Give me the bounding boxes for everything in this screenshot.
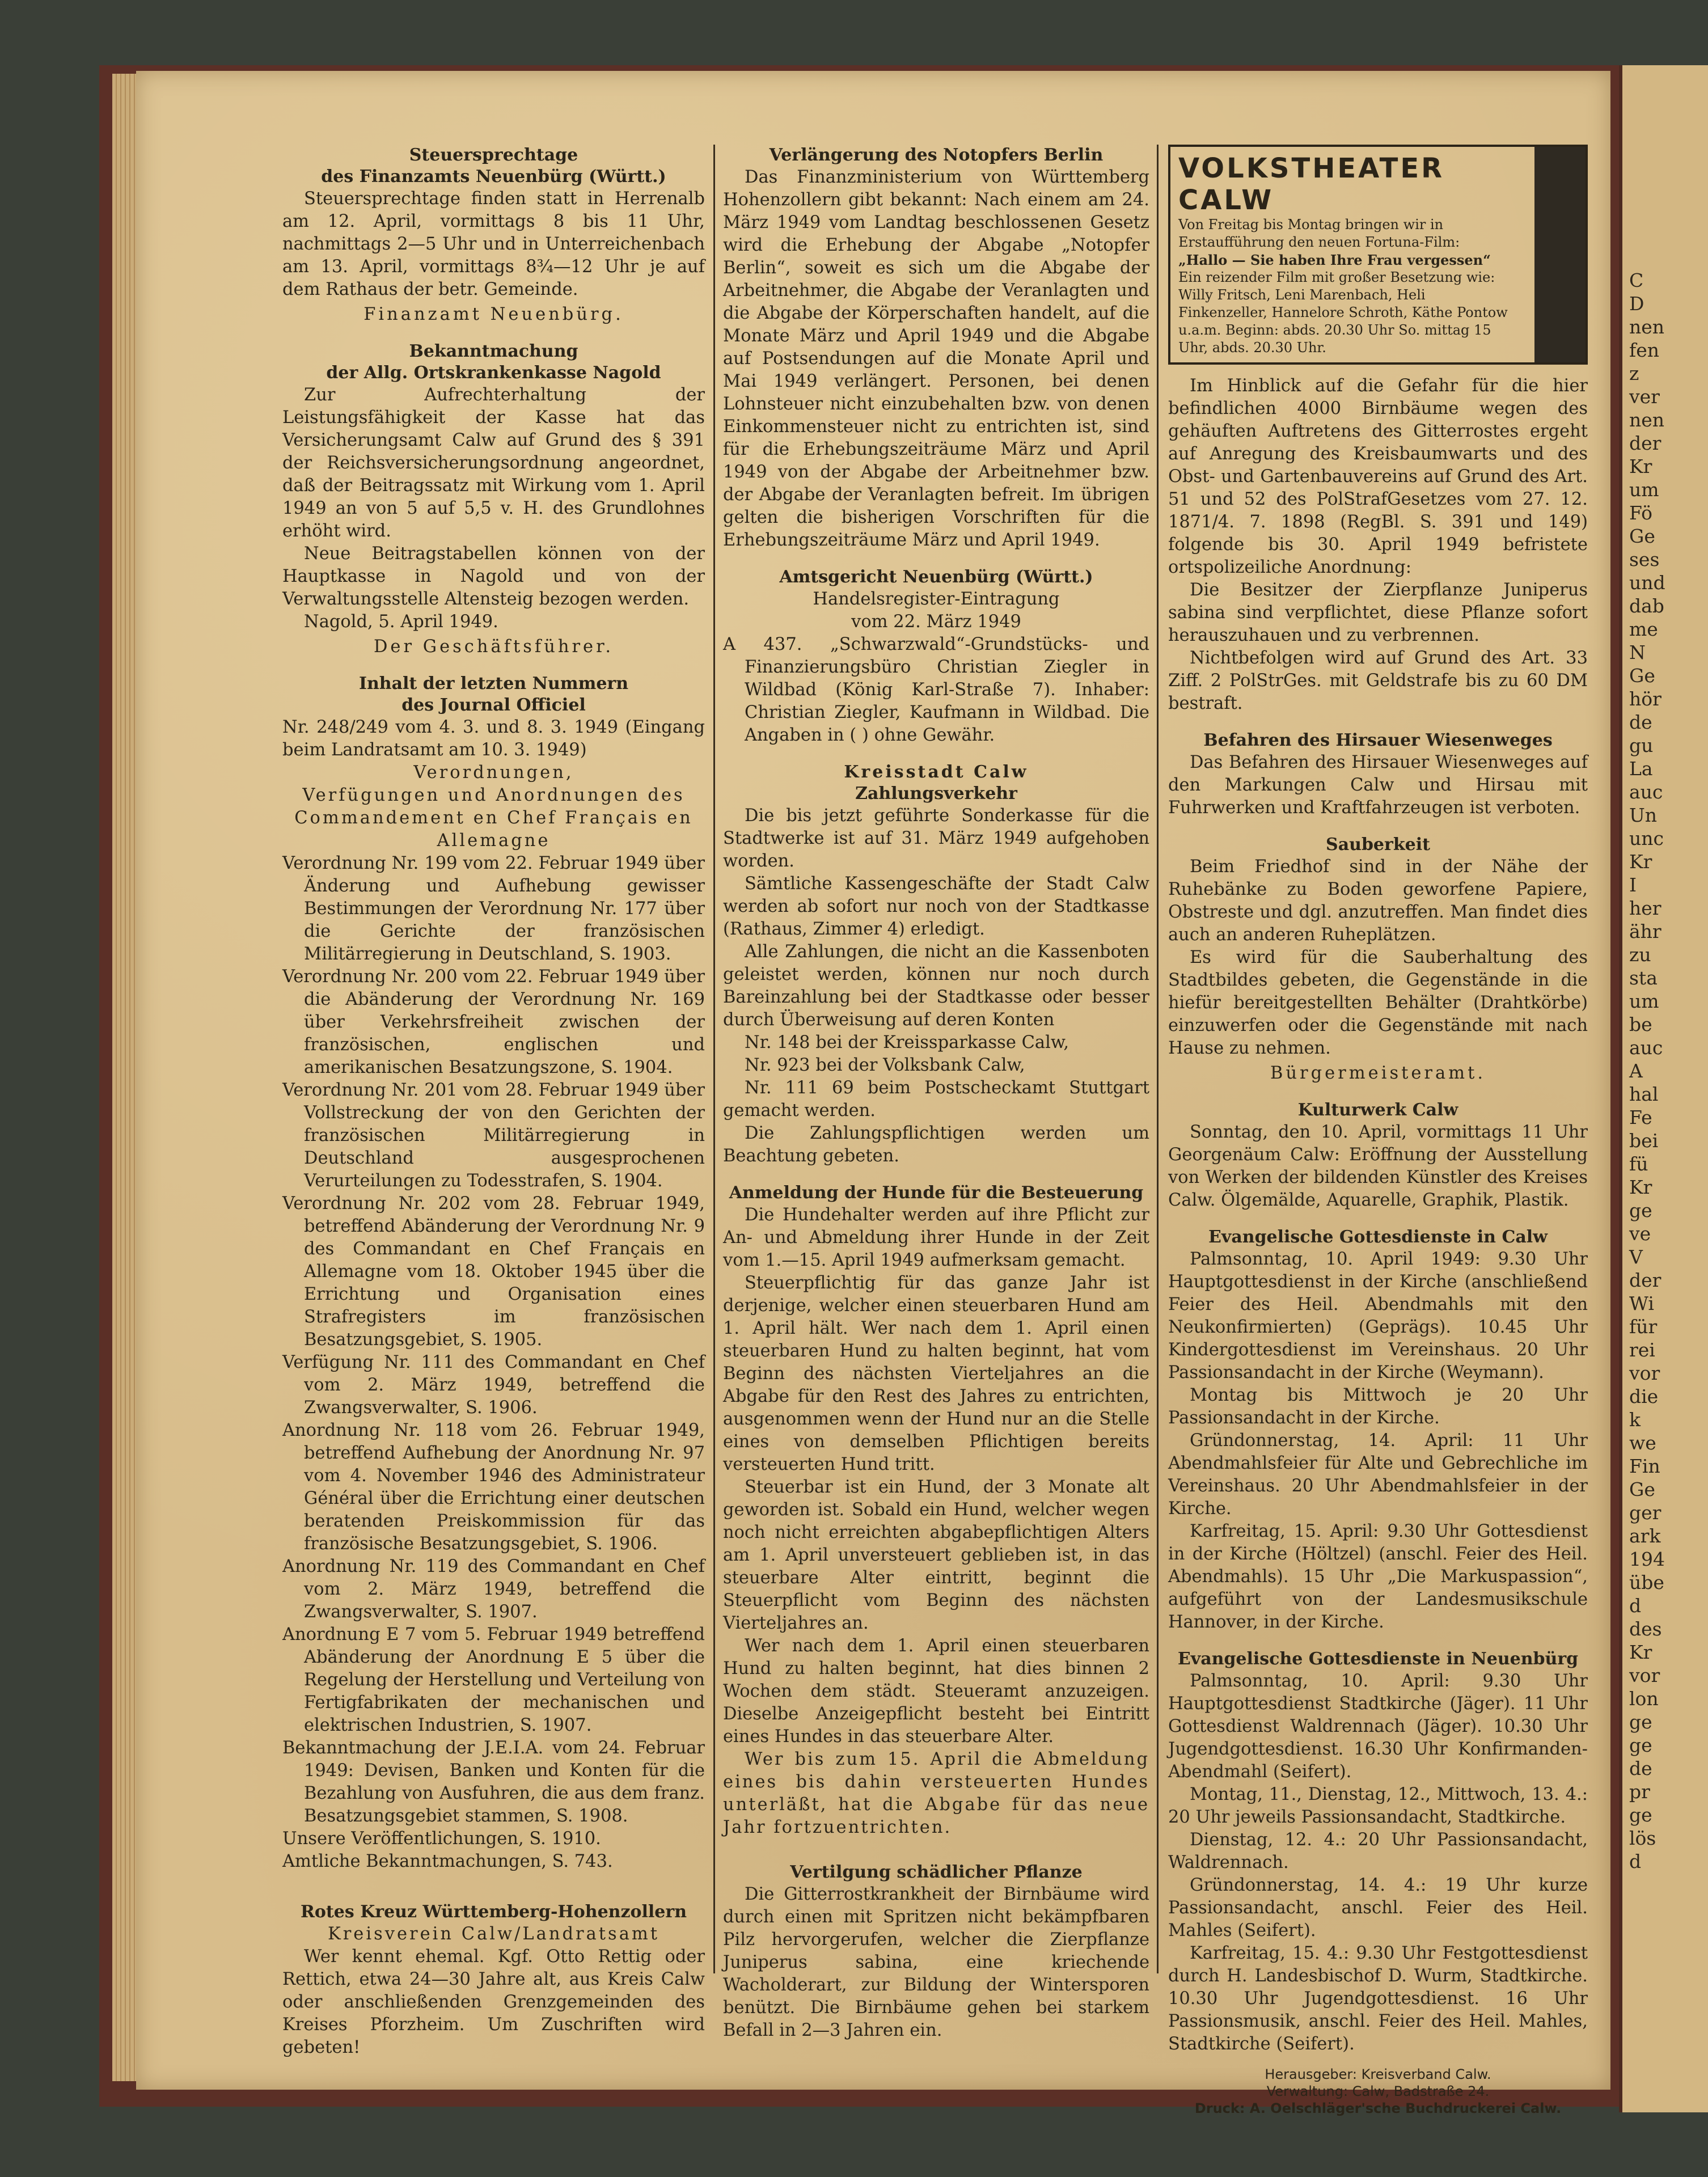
next-page-word: lös: [1629, 1827, 1656, 1849]
aok-paragraph-1: Zur Aufrechterhaltung der Leistungsfähigkeit der Kasse hat das Versicherungsamt Calw auf Grund des § 391 der Reichsversicherungsordnung angeordnet, daß der Beitragssatz mit Wirkung vom 1. April 1949 an von 5 auf 5,5 v. H. des Grundlohnes erhöht wird.: [282, 385, 705, 541]
volkstheater-ad: [1168, 145, 1588, 365]
next-page-word: für: [1629, 1316, 1658, 1338]
column-3: [1168, 145, 1588, 2117]
steuer-text: Steuersprechtage finden statt in Herrenalb am 12. April, vormittags 8 bis 11 Uhr, nachmittags 2—5 Uhr und in Unterreichenbach am 13. April, vormittags 8¾—12 Uhr je auf dem Rathaus der betr. Gemeinde.: [282, 189, 705, 299]
next-page-word: N: [1629, 641, 1646, 663]
next-page-word: ses: [1629, 548, 1660, 570]
ad-title: VOLKSTHEATER CALW: [1178, 153, 1445, 216]
next-page-word: I: [1629, 874, 1637, 896]
hunde-paragraph-2: Steuerpflichtig für das ganze Jahr ist derjenige, welcher einen steuerbaren Hund am 1. April hält. Wer nach dem 1. April einen steuerbaren Hund zu halten beginnt, hat vom Beginn des nächsten Vierteljahres an die Abgabe für den Rest des Jahres zu entrichten, ausgenommen wenn der Hund nur an die Stelle eines von demselben Pflichtigen bereits versteuerten Hund tritt.: [723, 1273, 1149, 1474]
rotes-kreuz-text: Wer kennt ehemal. Kgf. Otto Rettig oder Rettich, etwa 24—30 Jahre alt, aus Kreis Calw oder anschließenden Grenzgemeinden des Kreises Pforzheim. Um Zuschriften wird gebeten!: [282, 1947, 705, 2057]
neuenbuerg-paragraph-3: Dienstag, 12. 4.: 20 Uhr Passionsandacht, Waldrennach.: [1168, 1830, 1588, 1872]
notopfer-text: Das Finanzministerium von Württemberg Hohenzollern gibt bekannt: Nach einem am 24. März 1949 vom Landtag beschlossenen Gesetz wird die Erhebung der Abgabe „Notopfer Berlin“, soweit es sich um die Abgabe der Arbeitnehmer, die Abgabe der Veranlagten und die Abgabe der Körperschaften handelt, auf die Monate März und April 1949 und die Abgabe auf Postsendungen auf die Monate April und Mai 1949 verlängert. Personen, bei denen Lohnsteuer nicht einzubehalten bzw. von denen Einkommensteuer nicht zu entrichten ist, sind für die Erhebungszeiträume März und April 1949 von der Abgabe der Arbeitnehmer bzw. der Abgabe der Veranlagten befreit. Im übrigen gelten die bisherigen Vorschriften für die Erhebungszeiträume März und April 1949.: [723, 167, 1149, 550]
journal-item: Amtliche Bekanntmachungen, S. 743.: [282, 1851, 613, 1871]
aok-signature: Der Geschäftsführer.: [373, 637, 614, 657]
next-page-word: ge: [1629, 1804, 1652, 1826]
wiesenweg-text: Das Befahren des Hirsauer Wiesenweges auf den Markungen Calw und Hirsau mit Fuhrwerken und Kraftfahrzeugen ist verboten.: [1168, 753, 1588, 818]
next-page-word: 194: [1629, 1548, 1665, 1570]
imprint-administration: Verwaltung: Calw, Badstraße 24.: [1266, 2083, 1490, 2099]
subheading-ortskrankenkasse: der Allg. Ortskrankenkasse Nagold: [326, 363, 661, 383]
ad-film-title: „Hallo — Sie haben Ihre Frau vergessen“: [1178, 252, 1491, 268]
next-page-word: Fin: [1629, 1455, 1660, 1477]
next-page-word: der: [1629, 432, 1662, 454]
next-page-word: V: [1629, 1246, 1643, 1268]
heading-kulturwerk: Kulturwerk Calw: [1297, 1100, 1458, 1120]
next-page-word: C: [1629, 269, 1644, 291]
column-2: [723, 145, 1149, 2042]
birnbaum-paragraph-2: Die Besitzer der Zierpflanze Juniperus sabina sind verpflichtet, diese Pflanze sofort herauszuhauen und zu verbrennen.: [1168, 580, 1588, 645]
next-page-word: de: [1629, 711, 1652, 733]
kasse-paragraph-1: Die bis jetzt geführte Sonderkasse für die Stadtwerke ist auf 31. März 1949 aufgehoben worden.: [723, 806, 1149, 871]
next-page-word: ge: [1629, 1199, 1652, 1221]
kasse-account-3: Nr. 111 69 beim Postscheckamt Stuttgart gemacht werden.: [723, 1078, 1149, 1121]
next-page-word: rei: [1629, 1339, 1655, 1361]
kasse-paragraph-4: Die Zahlungspflichtigen werden um Beachtung gebeten.: [723, 1123, 1149, 1166]
imprint: [1168, 2066, 1588, 2117]
ad-line-1: Von Freitag bis Montag bringen wir in Erstaufführung den neuen Fortuna-Film:: [1178, 217, 1460, 250]
kasse-account-2: Nr. 923 bei der Volksbank Calw,: [745, 1055, 1025, 1075]
heading-rotes-kreuz: Rotes Kreuz Württemberg-Hohenzollern: [300, 1902, 687, 1922]
amtsgericht-sub-1: Handelsregister-Eintragung: [813, 589, 1060, 609]
next-page-word: ge: [1629, 1734, 1652, 1756]
subheading-journal: des Journal Officiel: [401, 695, 586, 715]
journal-item: Verordnung Nr. 199 vom 22. Februar 1949 über Änderung und Aufhebung gewisser Bestimmungen der Verordnung Nr. 177 über die Gerichte der französischen Militärregierung in Deutschland, S. 1903.: [282, 853, 705, 964]
journal-item: Verordnung Nr. 202 vom 28. Februar 1949, betreffend Abänderung der Verordnung Nr. 9 des Commandant en Chef Français en Allemagne vom 18. Oktober 1945 über die Errichtung und Organisation eines Strafregisters im französischen Besatzungsgebiet, S. 1905.: [282, 1194, 705, 1350]
next-page-word: vor: [1629, 1664, 1660, 1686]
calw-paragraph-3: Gründonnerstag, 14. April: 11 Uhr Abendmahlsfeier für Alte und Gebrechliche im Vereinshaus. 20 Uhr Abendmahlsfeier in der Kirche.: [1168, 1431, 1588, 1519]
ad-black-bar: [1534, 147, 1586, 362]
next-page-word: unc: [1629, 827, 1664, 849]
next-page-word: La: [1629, 758, 1653, 780]
journal-item: Verordnung Nr. 200 vom 22. Februar 1949 über die Abänderung der Verordnung Nr. 169 über Verkehrsfreiheit zwischen der französischen, englischen und amerikanischen Besatzungszone, S. 1904.: [282, 967, 705, 1077]
next-page-word: Kr: [1629, 851, 1652, 873]
kasse-paragraph-3: Alle Zahlungen, die nicht an die Kassenboten geleistet werden, können nur noch durch Bareinzahlung bei der Stadtkasse oder besser durch Überweisung auf deren Konten: [723, 942, 1149, 1030]
amtsgericht-text: A 437. „Schwarzwald“-Grundstücks- und Finanzierungsbüro Christian Ziegler in Wildbad (König Karl-Straße 7). Inhaber: Christian Ziegler, Kaufmann in Wildbad. Die Angaben in ( ) ohne Gewähr.: [723, 635, 1149, 745]
steuer-signature: Finanzamt Neuenbürg.: [363, 305, 624, 324]
ad-line-3: Ein reizender Film mit großer Besetzung wie: Willy Fritsch, Leni Marenbach, Heli Finkenzeller, Hannelore Schroth, Käthe Pontow u.a.m. Beginn: abds. 20.30 Uhr So. mittag 15 Uhr, abds. 20.30 Uhr.: [1178, 269, 1508, 356]
next-page-word: Ge: [1629, 665, 1655, 687]
journal-item: Anordnung Nr. 119 des Commandant en Chef vom 2. März 1949, betreffend die Zwangsverwalter, S. 1907.: [282, 1557, 705, 1622]
next-page-word: gu: [1629, 734, 1654, 756]
journal-sub-1: Verordnungen,: [413, 763, 574, 783]
neuenbuerg-paragraph-5: Karfreitag, 15. 4.: 9.30 Uhr Festgottesdienst durch H. Landesbischof D. Wurm, Stadtkirche. 10.30 Uhr Jugendgottesdienst. 16 Uhr Passionsmusik, anschl. Feier des Heil. Mahles, Stadtkirche (Seifert).: [1168, 1943, 1588, 2054]
next-page-word: d: [1629, 1850, 1642, 1872]
pflanze-text: Die Gitterrostkrankheit der Birnbäume wird durch einen mit Spritzen nicht bekämpfbaren Pilz hervorgerufen, welcher die Zierpflanze Juniperus sabina, eine kriechende Wacholderart, zur Bildung der Wintersporen benützt. Die Birnbäume gehen bei starkem Befall in 2—3 Jahren ein.: [723, 1884, 1149, 2040]
kulturwerk-text: Sonntag, den 10. April, vormittags 11 Uhr Georgenäum Calw: Eröffnung der Ausstellung von Werken der bildenden Künstler des Kreises Calw. Ölgemälde, Aquarelle, Graphik, Plastik.: [1168, 1122, 1588, 1210]
next-page-word: der: [1629, 1269, 1662, 1291]
next-page-word: ger: [1629, 1502, 1662, 1524]
journal-item: Bekanntmachung der J.E.I.A. vom 24. Februar 1949: Devisen, Banken und Konten für die Bezahlung von Ausfuhren, die aus dem franz. Besatzungsgebiet stammen, S. 1908.: [282, 1738, 705, 1826]
kasse-account-1: Nr. 148 bei der Kreissparkasse Calw,: [745, 1033, 1069, 1052]
calw-paragraph-2: Montag bis Mittwoch je 20 Uhr Passionsandacht in der Kirche.: [1168, 1385, 1588, 1428]
next-page-word: übe: [1629, 1571, 1664, 1593]
next-page-word: bei: [1629, 1130, 1659, 1152]
neuenbuerg-paragraph-4: Gründonnerstag, 14. 4.: 19 Uhr kurze Passionsandacht, anschl. Feier des Heil. Mahles (Seifert).: [1168, 1875, 1588, 1941]
subheading-zahlungsverkehr: Zahlungsverkehr: [855, 784, 1017, 804]
calw-paragraph-1: Palmsonntag, 10. April 1949: 9.30 Uhr Hauptgottesdienst in der Kirche (anschließend Feier des Heil. Abendmahls mit den Neukonfirmierten) (Geprägs). 10.45 Uhr Kindergottesdienst im Vereinshaus. 20 Uhr Passionsandacht in der Kirche (Weymann).: [1168, 1249, 1588, 1383]
kasse-paragraph-2: Sämtliche Kassengeschäfte der Stadt Calw werden ab sofort nur noch von der Stadtkasse (Rathaus, Zimmer 4) erledigt.: [723, 874, 1149, 939]
next-page-word: ark: [1629, 1525, 1661, 1547]
heading-steuersprechtage: Steuersprechtage: [409, 145, 578, 165]
next-page-word: Fö: [1629, 502, 1652, 524]
next-page-word: fen: [1629, 339, 1659, 361]
next-page-word: ver: [1629, 386, 1660, 408]
column-rule-1: [713, 145, 715, 1973]
amtsgericht-sub-2: vom 22. März 1949: [851, 612, 1021, 632]
column-1: [282, 145, 705, 2059]
heading-hunde: Anmeldung der Hunde für die Besteuerung: [729, 1183, 1144, 1203]
next-page-word: des: [1629, 1618, 1662, 1640]
heading-kreisstadt: Kreisstadt Calw: [844, 762, 1029, 782]
next-page-word: Kr: [1629, 1641, 1652, 1663]
sauberkeit-paragraph-1: Beim Friedhof sind in der Nähe der Ruhebänke zu Boden geworfene Papiere, Obstreste und dgl. anzutreffen. Man findet dies auch an anderen Ruheplätzen.: [1168, 857, 1588, 945]
next-page-word: Ge: [1629, 1478, 1655, 1500]
next-page-word: be: [1629, 1013, 1652, 1035]
next-page-word: Fe: [1629, 1106, 1652, 1128]
hunde-paragraph-1: Die Hundehalter werden auf ihre Pflicht zur An- und Abmeldung ihrer Hunde in der Zeit vom 1.—15. April 1949 aufmerksam gemacht.: [723, 1205, 1149, 1270]
next-page-word: her: [1629, 897, 1662, 919]
next-page-word: hör: [1629, 688, 1662, 710]
aok-paragraph-2: Neue Beitragstabellen können von der Hauptkasse in Nagold und von der Verwaltungsstelle Altensteig bezogen werden.: [282, 544, 705, 609]
next-page-word: ähr: [1629, 920, 1662, 942]
next-page-word: fü: [1629, 1153, 1648, 1175]
next-page-word: D: [1629, 293, 1644, 315]
aok-date: Nagold, 5. April 1949.: [304, 612, 498, 632]
heading-bekanntmachung: Bekanntmachung: [409, 341, 578, 361]
next-page-word: um: [1629, 479, 1659, 501]
next-page-fragment: [1619, 65, 1708, 2112]
hunde-paragraph-5: Wer bis zum 15. April die Abmeldung eines bis dahin versteuerten Hundes unterläßt, hat die Abgabe für das neue Jahr fortzuentrichten.: [723, 1749, 1149, 1837]
journal-sub-2: Verfügungen und Anordnungen des Commandement en Chef Français en Allemagne: [294, 785, 693, 851]
next-page-word: ge: [1629, 1711, 1652, 1733]
calw-paragraph-4: Karfreitag, 15. April: 9.30 Uhr Gottesdienst in der Kirche (Höltzel) (anschl. Feier des Heil. Abendmahls). 15 Uhr „Die Markuspassion“, aufgeführt von der Landesmusikschule Hannover, in der Kirche.: [1168, 1521, 1588, 1632]
next-page-word: um: [1629, 990, 1659, 1012]
neuenbuerg-paragraph-1: Palmsonntag, 10. April: 9.30 Uhr Hauptgottesdienst Stadtkirche (Jäger). 11 Uhr Gottesdienst Waldrennach (Jäger). 10.30 Uhr Jugendgottesdienst. 16.30 Uhr Konfirmanden-Abendmahl (Seifert).: [1168, 1671, 1588, 1782]
next-page-word: die: [1629, 1385, 1659, 1407]
hunde-paragraph-3: Steuerbar ist ein Hund, der 3 Monate alt geworden ist. Sobald ein Hund, welcher wegen noch nicht erreichten abgabepflichtigen Alters am 1. April unversteuert geblieben ist, in das steuerbare Alter eintritt, beginnt die Steuerpflicht vom Beginn des nächsten Vierteljahres an.: [723, 1477, 1149, 1633]
next-page-word: de: [1629, 1757, 1652, 1779]
next-page-word: Kr: [1629, 455, 1652, 477]
next-page-word: d: [1629, 1595, 1642, 1617]
next-page-word: und: [1629, 572, 1665, 594]
next-page-word: lon: [1629, 1688, 1659, 1710]
next-page-word: Ge: [1629, 525, 1655, 547]
heading-gottesdienste-calw: Evangelische Gottesdienste in Calw: [1208, 1227, 1548, 1247]
column-rule-2: [1157, 145, 1159, 1973]
subheading-finanzamt: des Finanzamts Neuenbürg (Württ.): [321, 167, 666, 187]
next-page-word: auc: [1629, 1037, 1663, 1059]
next-page-word: we: [1629, 1432, 1656, 1454]
next-page-word: sta: [1629, 967, 1658, 989]
next-page-word: dab: [1629, 595, 1664, 617]
next-page-word: hal: [1629, 1083, 1659, 1105]
sauberkeit-signature: Bürgermeisteramt.: [1270, 1063, 1486, 1083]
journal-item: Verfügung Nr. 111 des Commandant en Chef vom 2. März 1949, betreffend die Zwangsverwalter, S. 1906.: [282, 1352, 705, 1418]
journal-item: Verordnung Nr. 201 vom 28. Februar 1949 über Vollstreckung der von den Gerichten der französischen Militärregierung in Deutschland ausgesprochenen Verurteilungen zu Todesstrafen, S. 1904.: [282, 1080, 705, 1191]
next-page-word: auc: [1629, 781, 1663, 803]
next-page-word: me: [1629, 618, 1658, 640]
heading-wiesenweg: Befahren des Hirsauer Wiesenweges: [1203, 730, 1553, 750]
next-page-word: ve: [1629, 1223, 1651, 1245]
imprint-printer: Druck: A. Oelschläger'sche Buchdruckerei Calw.: [1194, 2100, 1562, 2116]
birnbaum-paragraph-3: Nichtbefolgen wird auf Grund des Art. 33 Ziff. 2 PolStrGes. mit Geldstrafe bis zu 60 DM bestraft.: [1168, 648, 1588, 713]
next-page-word: Kr: [1629, 1176, 1652, 1198]
next-page-word: Un: [1629, 804, 1658, 826]
journal-item: Anordnung E 7 vom 5. Februar 1949 betreffend Abänderung der Anordnung E 5 über die Regelung der Herstellung und Verteilung von Fertigfabrikaten der mechanischen und elektrischen Industrien, S. 1907.: [282, 1625, 705, 1735]
heading-inhalt: Inhalt der letzten Nummern: [358, 674, 629, 694]
neuenbuerg-paragraph-2: Montag, 11., Dienstag, 12., Mittwoch, 13. 4.: 20 Uhr jeweils Passionsandacht, Stadtkirche.: [1168, 1785, 1588, 1827]
next-page-word: vor: [1629, 1362, 1660, 1384]
heading-amtsgericht: Amtsgericht Neuenbürg (Württ.): [779, 567, 1093, 587]
imprint-publisher: Herausgeber: Kreisverband Calw.: [1265, 2066, 1491, 2082]
journal-intro: Nr. 248/249 vom 4. 3. und 8. 3. 1949 (Eingang beim Landratsamt am 10. 3. 1949): [282, 717, 705, 760]
next-page-word: z: [1629, 362, 1639, 384]
next-page-word: zu: [1629, 944, 1651, 966]
next-page-word: nen: [1629, 409, 1665, 431]
heading-notopfer: Verlängerung des Notopfers Berlin: [769, 145, 1104, 165]
journal-item: Unsere Veröffentlichungen, S. 1910.: [282, 1829, 601, 1849]
heading-gottesdienste-neuenbuerg: Evangelische Gottesdienste in Neuenbürg: [1177, 1649, 1579, 1669]
rotes-kreuz-sub: Kreisverein Calw/Landratsamt: [327, 1924, 660, 1944]
heading-sauberkeit: Sauberkeit: [1326, 835, 1430, 855]
next-page-word: nen: [1629, 316, 1665, 338]
next-page-word: A: [1629, 1060, 1643, 1082]
journal-item: Anordnung Nr. 118 vom 26. Februar 1949, betreffend Aufhebung der Anordnung Nr. 97 vom 4. November 1946 des Administrateur Général über die Errichtung einer deutschen beratenden Preiskommission für das französische Besatzungsgebiet, S. 1906.: [282, 1421, 705, 1554]
hunde-paragraph-4: Wer nach dem 1. April einen steuerbaren Hund zu halten beginnt, hat dies binnen 2 Wochen dem städt. Steueramt anzuzeigen. Dieselbe Anzeigepflicht besteht bei Eintritt eines Hundes in das steuerbare Alter.: [723, 1636, 1149, 1747]
sauberkeit-paragraph-2: Es wird für die Sauberhaltung des Stadtbildes gebeten, die Gegenstände in die hiefür bereitgestellten Behälter (Drahtkörbe) einzuwerfen oder die Gegenstände mit nach Hause zu nehmen.: [1168, 948, 1588, 1058]
next-page-word: Wi: [1629, 1292, 1654, 1314]
next-page-word: pr: [1629, 1781, 1650, 1803]
heading-pflanze: Vertilgung schädlicher Pflanze: [790, 1862, 1083, 1882]
birnbaum-text: Im Hinblick auf die Gefahr für die hier befindlichen 4000 Birnbäume wegen des gehäuften Auftretens des Gitterrostes ergeht auf Anregung des Kreisbaumwarts und des Obst- und Gartenbauvereins auf Grund des Art. 51 und 52 des PolStrafGesetzes vom 27. 12. 1871/4. 7. 1898 (RegBl. S. 391 und 149) folgende bis 30. April 1949 befristete ortspolizeiliche Anordnung:: [1168, 376, 1588, 577]
next-page-word: k: [1629, 1409, 1641, 1431]
